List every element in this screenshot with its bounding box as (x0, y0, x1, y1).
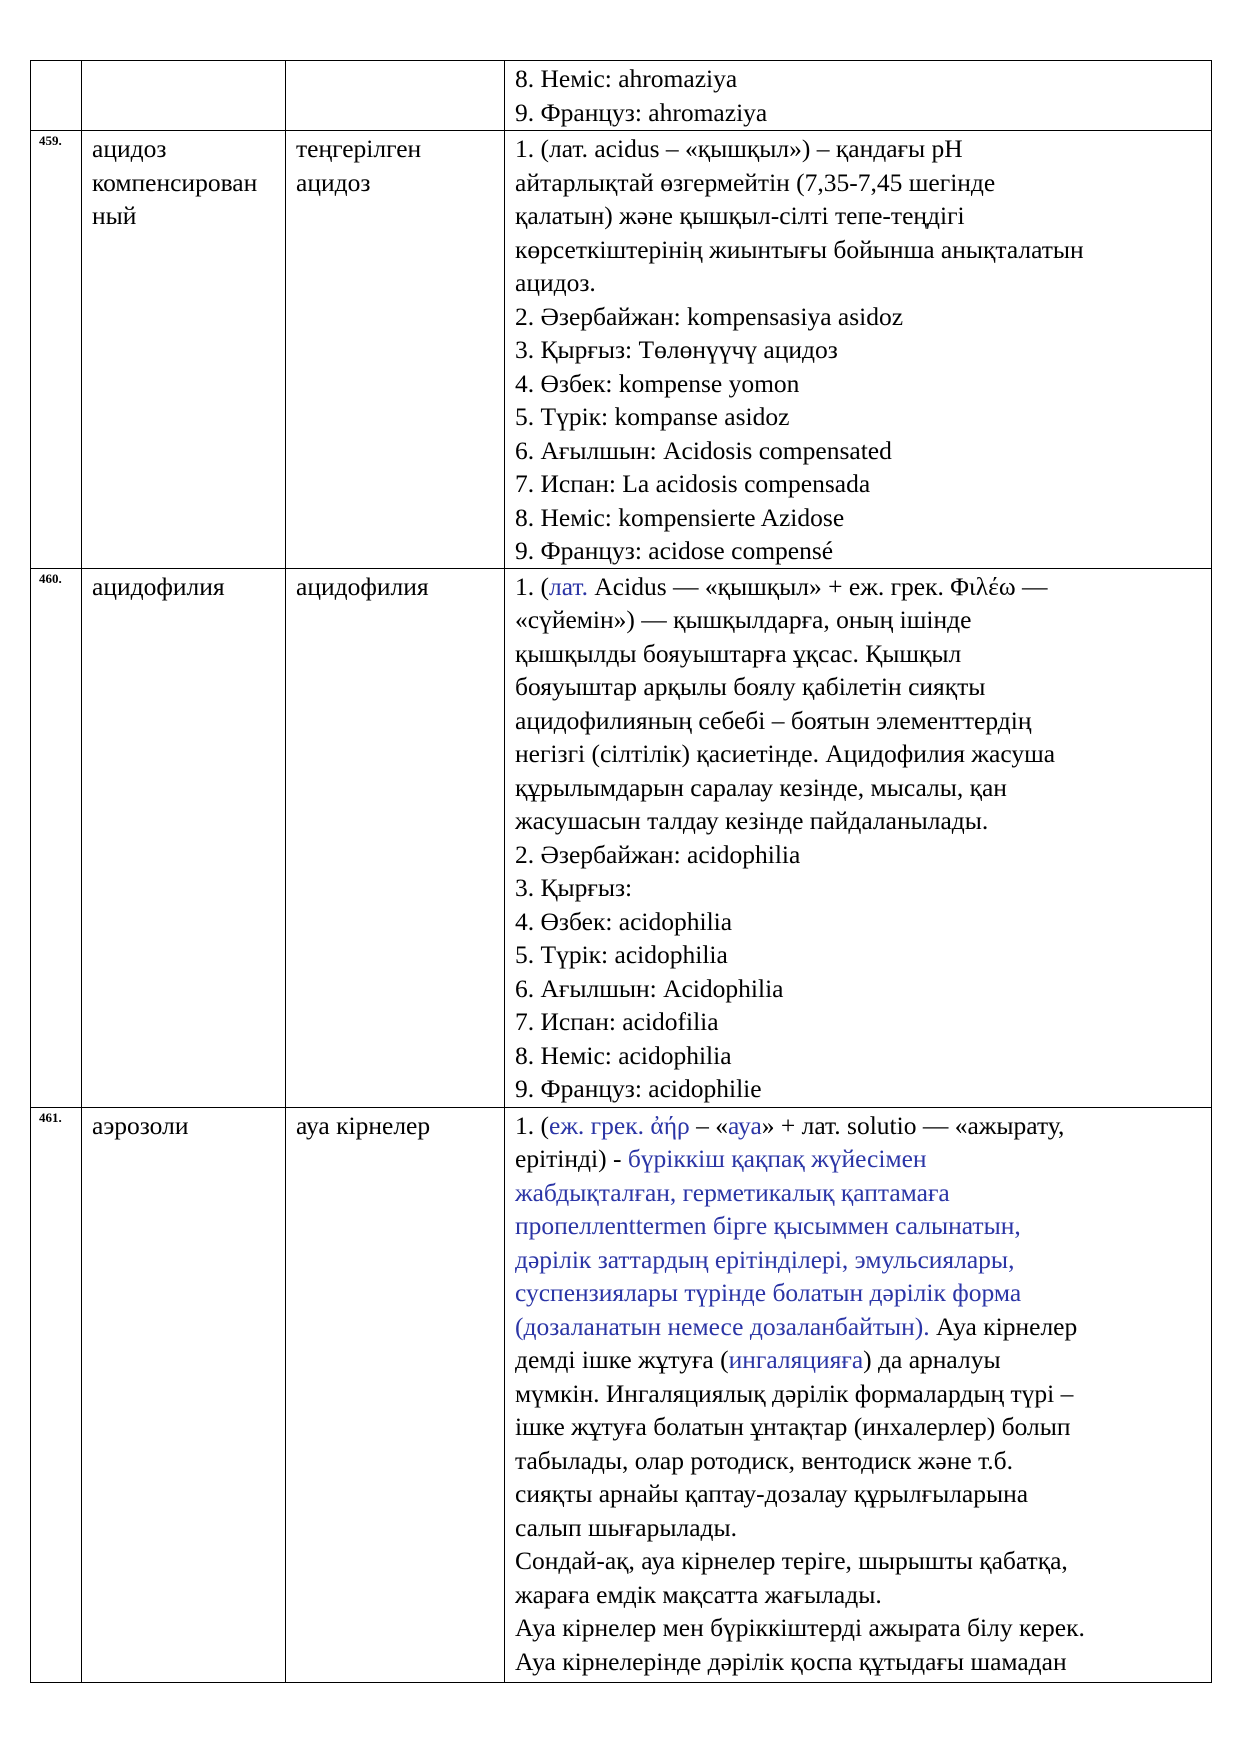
text-segment: 4. Өзбек: acidophilia (515, 906, 733, 936)
definition-line (515, 534, 1203, 568)
definition-line (515, 1176, 1203, 1210)
kazakh-term (286, 1107, 505, 1682)
text-segment: табылады, олар ротодиск, вентодиск және т.б. (515, 1445, 1014, 1475)
text-segment: қышқылды бояуыштарға ұқсас. Қышқыл (515, 638, 962, 668)
text-segment: көрсеткіштерінің жиынтығы бойынша анықталатын (515, 234, 1084, 264)
definition-line (515, 1444, 1203, 1478)
highlighted-text: жабдықталған, герметикалық қаптамаға (515, 1177, 950, 1207)
text-segment: бояуыштар арқылы боялу қабілетін сияқты (515, 672, 986, 701)
text-segment: жасушасын талдау кезінде пайдаланылады. (515, 806, 989, 835)
entry-number: 460. (31, 568, 82, 1107)
kazakh-term-line: ацидофилия (296, 571, 429, 601)
text-segment: ерітінді) - (515, 1144, 628, 1173)
definition-line (515, 804, 1203, 838)
text-segment: 1. ( (515, 1110, 549, 1140)
text-segment: 9. Француз: acidose compensé (515, 536, 834, 565)
text-segment: ішке жұтуға болатын ұнтақтар (инхалерлер) болып (515, 1412, 1071, 1441)
terminology-table (30, 60, 1212, 1683)
text-segment: құрылымдарын саралау кезінде, мысалы, қан (515, 772, 1007, 802)
definition-line (515, 871, 1203, 905)
definition-line (515, 62, 1203, 96)
table-row (31, 131, 1212, 569)
text-segment: 1. ( (515, 571, 549, 601)
kazakh-term (286, 568, 505, 1107)
definition-line (515, 1477, 1203, 1511)
russian-term-line: аэрозоли (92, 1110, 189, 1140)
text-segment: 6. Ағылшын: Acidophilia (515, 973, 784, 1003)
definition-line (515, 570, 1203, 604)
definition-line (515, 1109, 1203, 1143)
definition-line (515, 972, 1203, 1006)
kazakh-term (286, 131, 505, 569)
kazakh-term-line: ацидоз (296, 167, 371, 197)
definition-line (515, 704, 1203, 738)
definition-line (515, 132, 1203, 166)
text-segment: ацидоз. (515, 268, 596, 297)
definition-line (515, 166, 1203, 200)
definition-line (515, 266, 1203, 300)
highlighted-text: ауа (728, 1110, 762, 1140)
text-segment: негізгі (сілтілік) қасиетінде. Ацидофилия жасуша (515, 739, 1056, 768)
text-segment: Ауа кірнелерінде дәрілік қоспа құтыдағы шамадан (515, 1646, 1067, 1676)
text-segment: 7. Испан: La acidosis compensada (515, 469, 871, 498)
text-segment: жараға емдік мақсатта жағылады. (515, 1579, 882, 1609)
text-segment: » + лат. solutio — «ажырату, (761, 1110, 1065, 1140)
definition-translations (505, 61, 1212, 131)
definition-line (515, 1611, 1203, 1645)
text-segment: 8. Неміс: acidophilia (515, 1040, 732, 1070)
definition-line (515, 1410, 1203, 1444)
russian-term-line: ацидоз (92, 134, 167, 163)
entry-number (31, 61, 82, 131)
text-segment: 1. (лат. acidus – «қышқыл») – қандағы pH (515, 134, 963, 163)
kazakh-term-line: теңгерілген (296, 134, 422, 163)
highlighted-text: лат. (549, 571, 588, 601)
text-segment: 4. Өзбек: kompense yomon (515, 368, 800, 398)
text-segment: демді ішке жұтуға ( (515, 1345, 729, 1374)
highlighted-text: еж. грек. ἀήρ (549, 1110, 690, 1140)
text-segment: 9. Француз: acidophilie (515, 1074, 762, 1103)
definition-line (515, 838, 1203, 872)
definition-line (515, 96, 1203, 130)
definition-line (515, 1578, 1203, 1612)
russian-term (82, 568, 286, 1107)
definition-translations (505, 1107, 1212, 1682)
highlighted-text: ингаляцияға (728, 1345, 864, 1374)
definition-line (515, 737, 1203, 771)
definition-line (515, 771, 1203, 805)
text-segment: 9. Француз: ahromaziya (515, 97, 768, 127)
text-segment: 3. Қырғыз: (515, 873, 633, 902)
definition-line (515, 467, 1203, 501)
text-segment: 2. Әзербайжан: acidophilia (515, 839, 801, 869)
russian-term-line: ный (92, 201, 137, 230)
table-row (31, 1107, 1212, 1682)
table-row (31, 61, 1212, 131)
definition-line (515, 1645, 1203, 1679)
definition-line (515, 367, 1203, 401)
text-segment: қалатын) және қышқыл-сілті тепе-теңдігі (515, 201, 965, 230)
text-segment: айтарлықтай өзгермейтін (7,35-7,45 шегінде (515, 167, 996, 197)
text-segment: Сондай-ақ, ауа кірнелер теріге, шырышты қабатқа, (515, 1546, 1068, 1575)
definition-line (515, 1310, 1203, 1344)
definition-line (515, 938, 1203, 972)
text-segment: 2. Әзербайжан: kompensasiya asidoz (515, 301, 904, 331)
russian-term (82, 1107, 286, 1682)
russian-term (82, 61, 286, 131)
entry-number: 459. (31, 131, 82, 569)
entry-number: 461. (31, 1107, 82, 1682)
highlighted-text: дәрілік заттардың ерітінділері, эмульсиялары, (515, 1244, 1015, 1274)
text-segment: 6. Ағылшын: Acidosis compensated (515, 435, 892, 465)
definition-line (515, 1005, 1203, 1039)
table-row (31, 568, 1212, 1107)
definition-line (515, 333, 1203, 367)
definition-line (515, 1511, 1203, 1545)
definition-line (515, 1343, 1203, 1377)
highlighted-text: (дозаланатын немесе дозаланбайтын). (515, 1311, 930, 1341)
russian-term (82, 131, 286, 569)
text-segment: 5. Түрік: acidophilia (515, 940, 728, 969)
definition-line (515, 637, 1203, 671)
text-segment: 8. Неміс: kompensierte Azidose (515, 502, 845, 532)
definition-line (515, 1544, 1203, 1578)
russian-term-line: компенсирован (92, 167, 258, 197)
text-segment: 5. Түрік: kompanse asidoz (515, 402, 790, 431)
text-segment: 7. Испан: acidofilia (515, 1007, 719, 1036)
definition-line (515, 1209, 1203, 1243)
definition-line (515, 1039, 1203, 1073)
text-segment: – « (689, 1110, 729, 1140)
text-segment: 3. Қырғыз: Төлөнүүчү ацидоз (515, 335, 838, 364)
definition-translations (505, 131, 1212, 569)
definition-line (515, 400, 1203, 434)
definition-line (515, 1072, 1203, 1106)
definition-line (515, 199, 1203, 233)
definition-translations (505, 568, 1212, 1107)
text-segment: Ауа кірнелер мен бүріккіштерді ажырата білу керек. (515, 1613, 1085, 1642)
text-segment: 8. Неміс: ahromaziya (515, 64, 738, 93)
text-segment: сияқты арнайы қаптау-дозалау құрылғыларына (515, 1479, 1029, 1508)
definition-line (515, 434, 1203, 468)
definition-line (515, 1377, 1203, 1411)
definition-line (515, 300, 1203, 334)
text-segment: мүмкін. Ингаляциялық дәрілік формалардың түрі – (515, 1378, 1074, 1408)
kazakh-term-line: ауа кірнелер (296, 1110, 431, 1140)
definition-line (515, 501, 1203, 535)
highlighted-text: суспензиялары түрінде болатын дәрілік форма (515, 1278, 1022, 1307)
highlighted-text: пропеллenttermen бірге қысыммен салынатын, (515, 1211, 1021, 1240)
kazakh-term (286, 61, 505, 131)
text-segment: Ауа кірнелер (929, 1311, 1078, 1341)
definition-line (515, 905, 1203, 939)
text-segment: «сүйемін») — қышқылдарға, оның ішінде (515, 605, 972, 634)
highlighted-text: бүріккіш қақпақ жүйесімен (627, 1144, 927, 1173)
definition-line (515, 670, 1203, 704)
russian-term-line: ацидофилия (92, 571, 225, 601)
text-segment: ацидофилияның себебі – боятын элементтердің (515, 705, 1032, 735)
definition-line (515, 603, 1203, 637)
definition-line (515, 1142, 1203, 1176)
text-segment: салып шығарылады. (515, 1512, 738, 1542)
text-segment: Acidus — «қышқыл» + еж. грек. Φιλέω — (588, 571, 1048, 601)
definition-line (515, 1243, 1203, 1277)
definition-line (515, 1276, 1203, 1310)
definition-line (515, 233, 1203, 267)
text-segment: ) да арналуы (863, 1345, 1001, 1374)
